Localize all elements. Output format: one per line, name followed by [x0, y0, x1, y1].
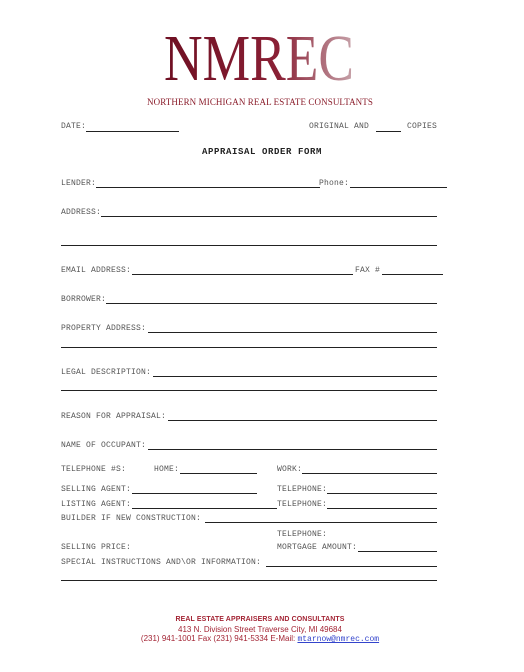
lender-phone-field[interactable] — [350, 187, 447, 188]
original-and-label: ORIGINAL AND — [309, 122, 370, 131]
builder-telephone-label: TELEPHONE: — [277, 530, 328, 539]
selling-agent-telephone-label: TELEPHONE: — [277, 485, 328, 494]
property-address-field-line-2[interactable] — [61, 347, 437, 348]
listing-agent-label: LISTING AGENT: — [61, 500, 132, 509]
builder-label: BUILDER IF NEW CONSTRUCTION: — [61, 514, 202, 523]
form-title: APPRAISAL ORDER FORM — [201, 147, 323, 157]
legal-description-field[interactable] — [153, 376, 437, 377]
selling-price-label: SELLING PRICE: — [61, 543, 132, 552]
special-instructions-field-line-2[interactable] — [61, 580, 437, 581]
copies-count-field[interactable] — [376, 131, 401, 132]
borrower-field[interactable] — [106, 303, 437, 304]
home-phone-field[interactable] — [180, 473, 257, 474]
date-label: DATE: — [61, 122, 87, 131]
reason-for-appraisal-field[interactable] — [168, 420, 437, 421]
address-field[interactable] — [101, 216, 437, 217]
special-instructions-label: SPECIAL INSTRUCTIONS AND\OR INFORMATION: — [61, 558, 262, 567]
footer-tagline: REAL ESTATE APPRAISERS AND CONSULTANTS — [175, 616, 345, 623]
listing-agent-telephone-field[interactable] — [327, 508, 437, 509]
lender-field[interactable] — [96, 187, 320, 188]
name-of-occupant-field[interactable] — [148, 449, 437, 450]
phone-label: Phone: — [319, 179, 350, 188]
work-label: WORK: — [277, 465, 303, 474]
legal-description-label: LEGAL DESCRIPTION: — [61, 368, 152, 377]
telephones-label: TELEPHONE #S: — [61, 465, 127, 474]
reason-for-appraisal-label: REASON FOR APPRAISAL: — [61, 412, 167, 421]
footer-contact — [0, 634, 520, 644]
work-phone-field[interactable] — [302, 473, 437, 474]
copies-label: COPIES — [407, 122, 438, 131]
listing-agent-field[interactable] — [132, 508, 277, 509]
date-field[interactable] — [86, 131, 179, 132]
special-instructions-field[interactable] — [266, 566, 437, 567]
home-label: HOME: — [154, 465, 180, 474]
organization-name: NORTHERN MICHIGAN REAL ESTATE CONSULTANTS — [147, 97, 373, 107]
address-label: ADDRESS: — [61, 208, 102, 217]
email-address-label: EMAIL ADDRESS: — [61, 266, 132, 275]
name-of-occupant-label: NAME OF OCCUPANT: — [61, 441, 147, 450]
property-address-field[interactable] — [148, 332, 437, 333]
footer-phone-fax: (231) 941-1001 Fax (231) 941-5334 E-Mail: — [140, 634, 298, 643]
lender-label: LENDER: — [61, 179, 97, 188]
builder-field[interactable] — [205, 522, 437, 523]
footer-email-link[interactable]: mtarnow@nmrec.com — [297, 635, 380, 644]
legal-description-field-line-2[interactable] — [61, 390, 437, 391]
nmrec-logo — [162, 22, 358, 95]
selling-agent-field[interactable] — [132, 493, 257, 494]
address-field-line-2[interactable] — [61, 245, 437, 246]
borrower-label: BORROWER: — [61, 295, 107, 304]
selling-agent-telephone-field[interactable] — [327, 493, 437, 494]
mortgage-amount-label: MORTGAGE AMOUNT: — [277, 543, 358, 552]
property-address-label: PROPERTY ADDRESS: — [61, 324, 147, 333]
email-address-field[interactable] — [132, 274, 353, 275]
listing-agent-telephone-label: TELEPHONE: — [277, 500, 328, 509]
footer-address: 413 N. Division Street Traverse City, MI 49684 — [178, 625, 342, 634]
mortgage-amount-field[interactable] — [358, 551, 437, 552]
fax-field[interactable] — [382, 274, 443, 275]
logo-graphic — [162, 22, 358, 95]
fax-label: FAX # — [355, 266, 381, 275]
selling-agent-label: SELLING AGENT: — [61, 485, 132, 494]
logo-text: NMREC — [164, 22, 354, 95]
